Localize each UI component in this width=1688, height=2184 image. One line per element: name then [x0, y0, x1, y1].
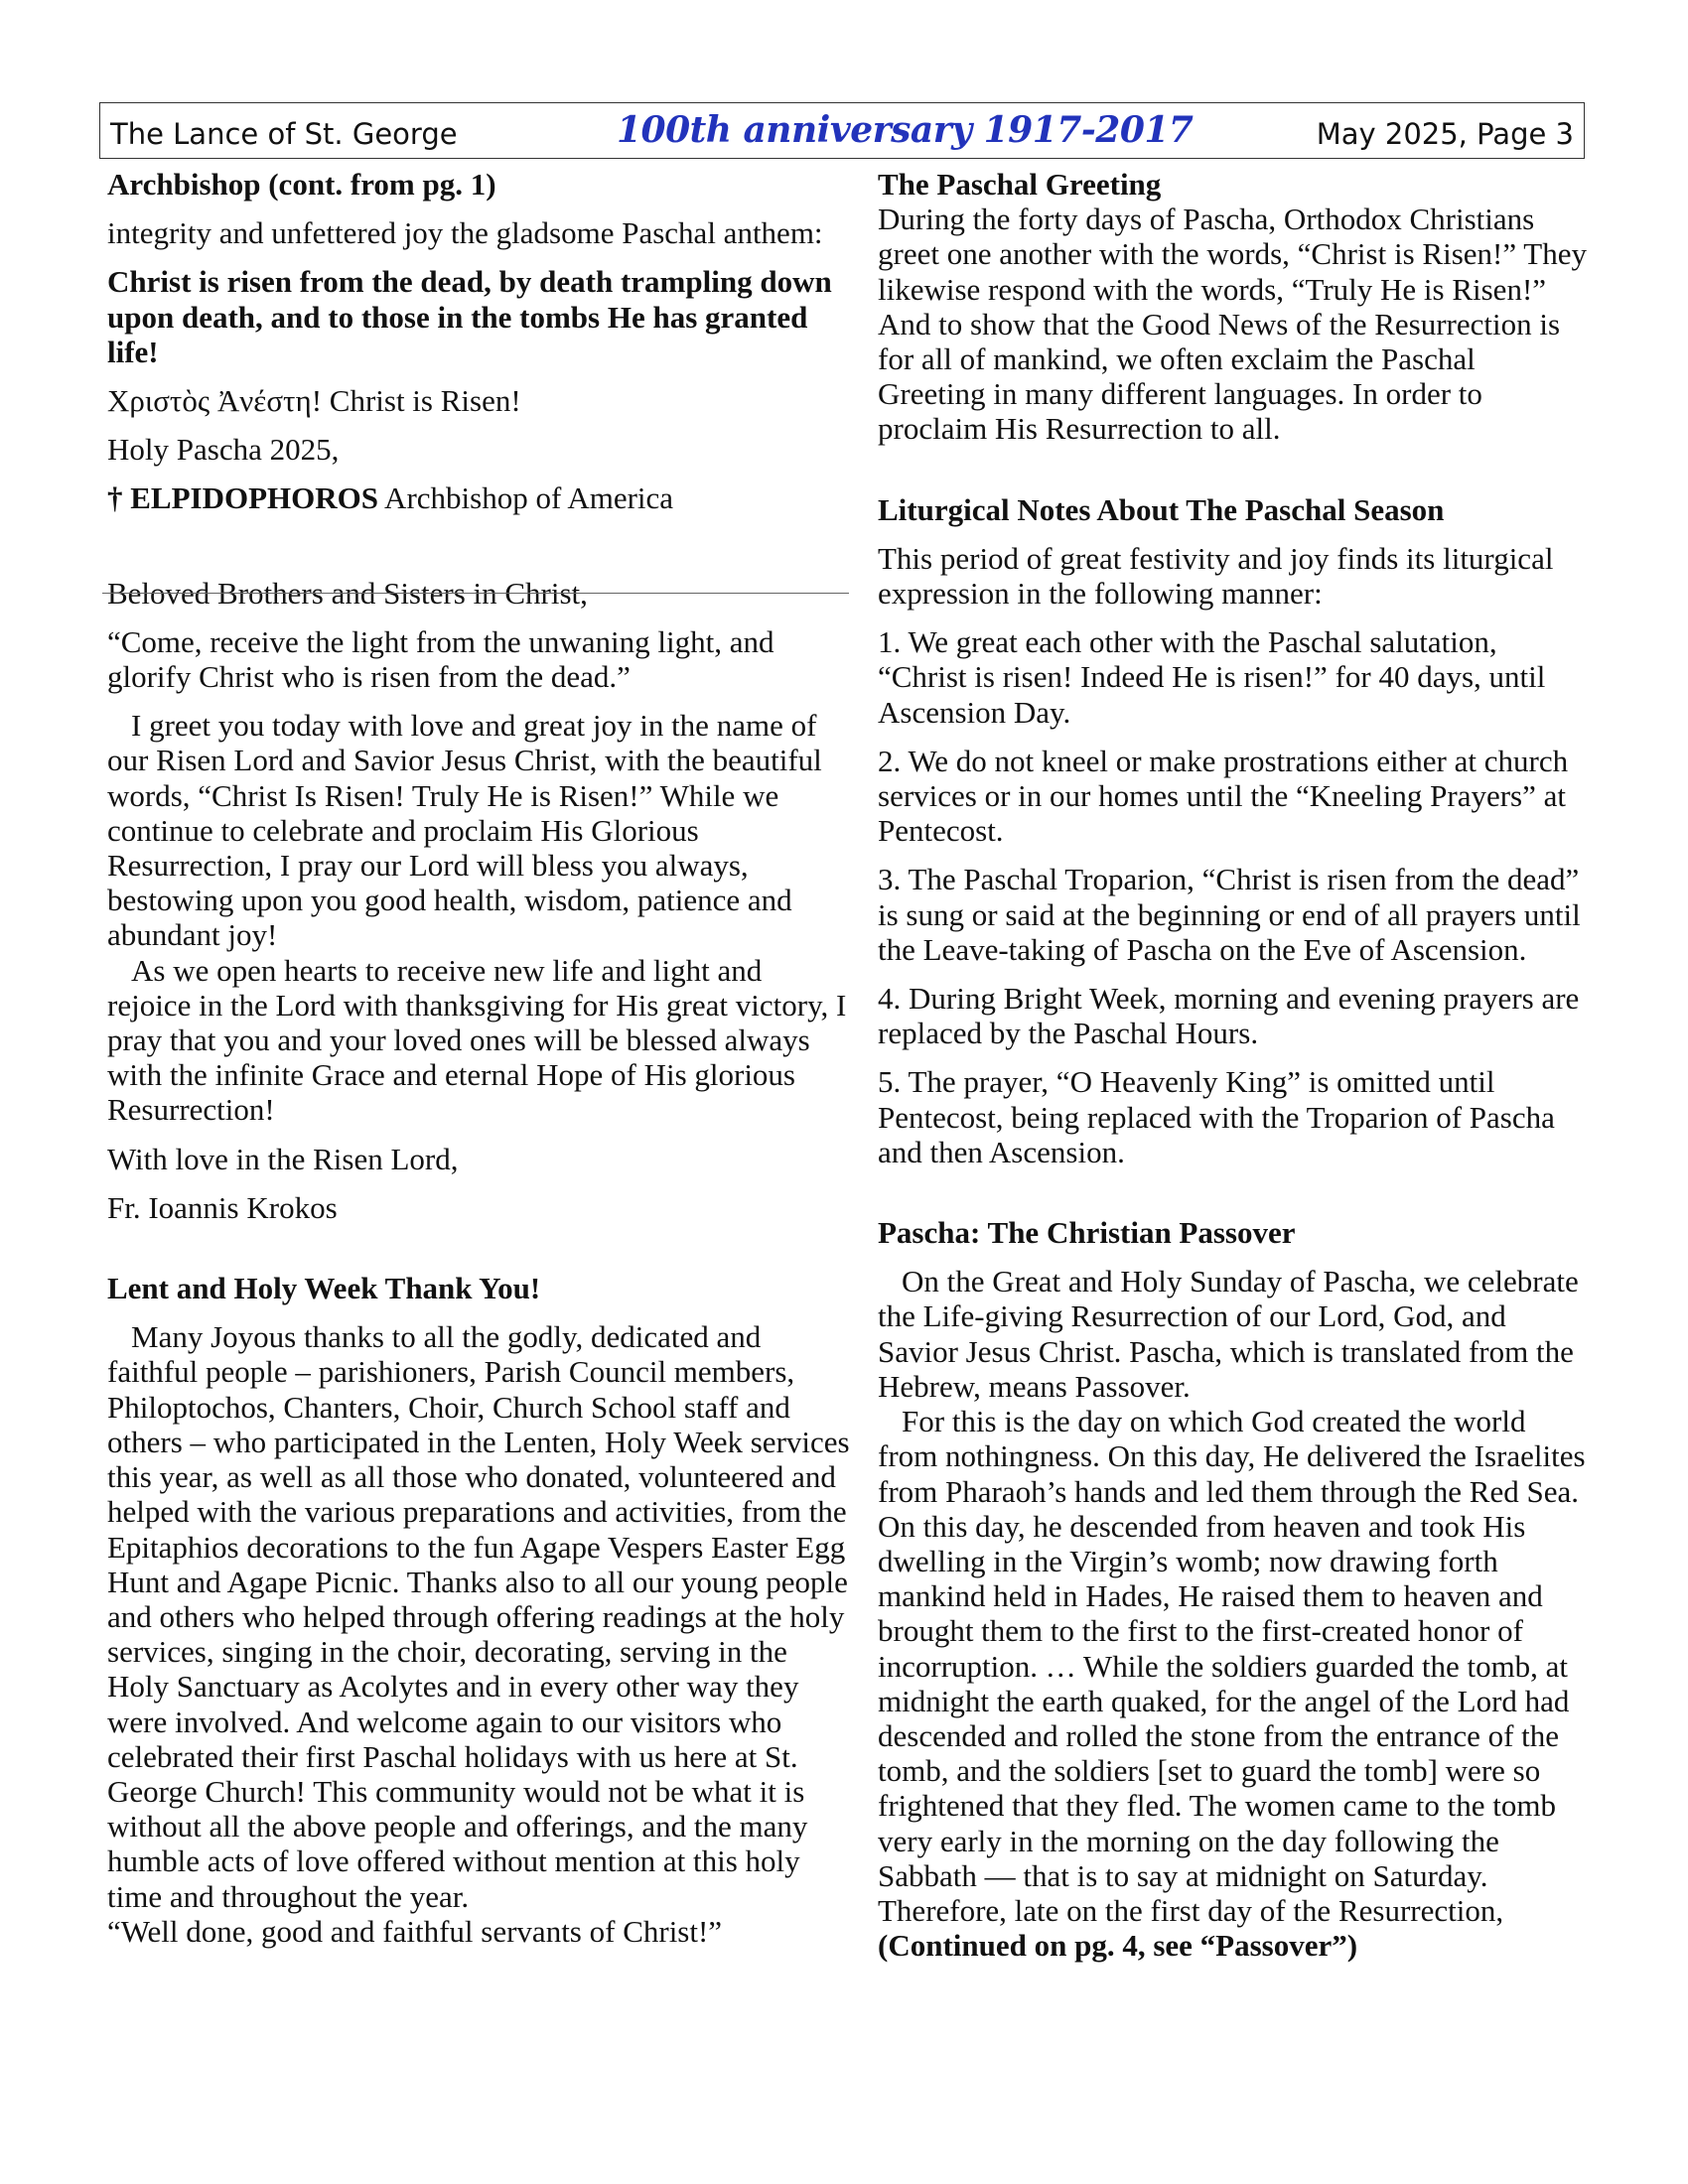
letter-paragraph-1: I greet you today with love and great joy in the name of our Risen Lord and Savior Jesus Christ, with the beautiful words, “Christ Is Risen! Truly He is Risen!” While we continue to celebrate and proclaim His Glorious Resurrection, I pray our Lord will bless you always, bestowing upon you good health, wisdom, patience and abundant joy!: [107, 708, 822, 953]
archbishop-date: Holy Pascha 2025,: [107, 432, 340, 468]
letter-salutation: Beloved Brothers and Sisters in Christ,: [107, 575, 588, 611]
paschal-greeting-heading: The Paschal Greeting: [878, 167, 1162, 202]
letter-closing: With love in the Risen Lord,: [107, 1141, 459, 1176]
paschal-greeting-body: During the forty days of Pascha, Orthodox Christians greet one another with the words, “Christ is Risen!” They likewise respond with the words, “Truly He is Risen!” And to show that the Good News of the Resurrection is for all of mankind, we often exclaim the Paschal Greeting in many different languages. In order to proclaim His Resurrection to all.: [878, 202, 1587, 447]
passover-paragraph-2: For this is the day on which God created the world from nothingness. On this day, He delivered the Israelites from Pharaoh’s hands and led them through the Red Sea. On this day, he descended from heaven and took His dwelling in the Virgin’s womb; now drawing forth mankind held in Hades, He raised them to heaven and brought them to the first to the first-created honor of incorruption. … While the soldiers guarded the tomb, at midnight the earth quaked, for the angel of the Lord had descended and rolled the stone from the entrance of the tomb, and the soldiers [set to guard the tomb] were so frightened that they fled. The women came to the tomb very early in the morning on the day following the Sabbath — that is to say at midnight on Saturday. Therefore, late on the first day of the Resurrection,: [878, 1404, 1586, 1928]
archbishop-heading: Archbishop (cont. from pg. 1): [107, 167, 496, 202]
paschal-hymn: Christ is risen from the dead, by death trampling down upon death, and to those in the tombs He has granted life!: [107, 264, 832, 369]
left-column: [107, 167, 852, 1949]
anniversary-banner: 100th anniversary 1917-2017: [617, 109, 1194, 151]
thank-you-quote: “Well done, good and faithful servants of Christ!”: [107, 1913, 723, 1949]
page-header: [99, 102, 1585, 159]
archbishop-paragraph: integrity and unfettered joy the gladsome Paschal anthem:: [107, 215, 823, 251]
continued-notice: (Continued on pg. 4, see “Passover”): [878, 1928, 1358, 1964]
liturgical-note-item: 1. We great each other with the Paschal salutation, “Christ is risen! Indeed He is risen!” for 40 days, until Ascension Day.: [878, 624, 1546, 730]
liturgical-note-item: 2. We do not kneel or make prostrations either at church services or in our homes until the “Kneeling Prayers” at Pentecost.: [878, 743, 1569, 849]
letter-paragraph-2: As we open hearts to receive new life and light and rejoice in the Lord with thanksgiving for His great victory, I pray that you and your loved ones will be blessed always with the infinite Grace and eternal Hope of His glorious Resurrection!: [107, 952, 847, 1128]
right-column: [878, 167, 1589, 1963]
passover-paragraph-1: On the Great and Holy Sunday of Pascha, we celebrate the Life-giving Resurrection of our Lord, God, and Savior Jesus Christ. Pascha, which is translated from the Hebrew, means Passover.: [878, 1264, 1579, 1404]
passover-heading: Pascha: The Christian Passover: [878, 1215, 1296, 1251]
thank-you-body: Many Joyous thanks to all the godly, dedicated and faithful people – parishioners, Parish Council members, Philoptochos, Chanters, Choir, Church School staff and others – who participated in the Lenten, Holy Week services this year, as well as all those who donated, volunteered and helped with the various preparations and activities, from the Epitaphios decorations to the fun Agape Vespers Easter Egg Hunt and Agape Picnic. Thanks also to all our young people and others who helped through offering readings at the holy services, singing in the choir, decorating, serving in the Holy Sanctuary as Acolytes and in every other way they were involved. And welcome again to our visitors who celebrated their first Paschal holidays with us here at St. George Church! This community would not be what it is without all the above people and offerings, and the many humble acts of love offered without mention at this holy time and throughout the year.: [107, 1319, 850, 1914]
liturgical-note-item: 5. The prayer, “O Heavenly King” is omitted until Pentecost, being replaced with the Troparion of Pascha and then Ascension.: [878, 1064, 1555, 1169]
liturgical-notes-heading: Liturgical Notes About The Paschal Season: [878, 491, 1445, 527]
section-divider: [102, 593, 849, 594]
archbishop-title: Archbishop of America: [378, 480, 674, 516]
thank-you-heading: Lent and Holy Week Thank You!: [107, 1271, 541, 1306]
archbishop-signature: [107, 480, 852, 515]
liturgical-note-item: 4. During Bright Week, morning and evening prayers are replaced by the Paschal Hours.: [878, 981, 1580, 1051]
archbishop-name: † ELPIDOPHOROS: [107, 480, 379, 516]
liturgical-notes-intro: This period of great festivity and joy finds its liturgical expression in the following manner:: [878, 540, 1554, 612]
newsletter-title: The Lance of St. George: [110, 117, 458, 151]
issue-page-label: May 2025, Page 3: [1316, 117, 1574, 151]
letter-signature: Fr. Ioannis Krokos: [107, 1189, 338, 1225]
letter-quote: “Come, receive the light from the unwaning light, and glorify Christ who is risen from the dead.”: [107, 623, 774, 695]
liturgical-note-item: 3. The Paschal Troparion, “Christ is risen from the dead” is sung or said at the beginning or end of all prayers until the Leave-taking of Pascha on the Eve of Ascension.: [878, 862, 1581, 967]
greek-greeting: Χριστὸς Ἀνέστη! Christ is Risen!: [107, 383, 521, 419]
